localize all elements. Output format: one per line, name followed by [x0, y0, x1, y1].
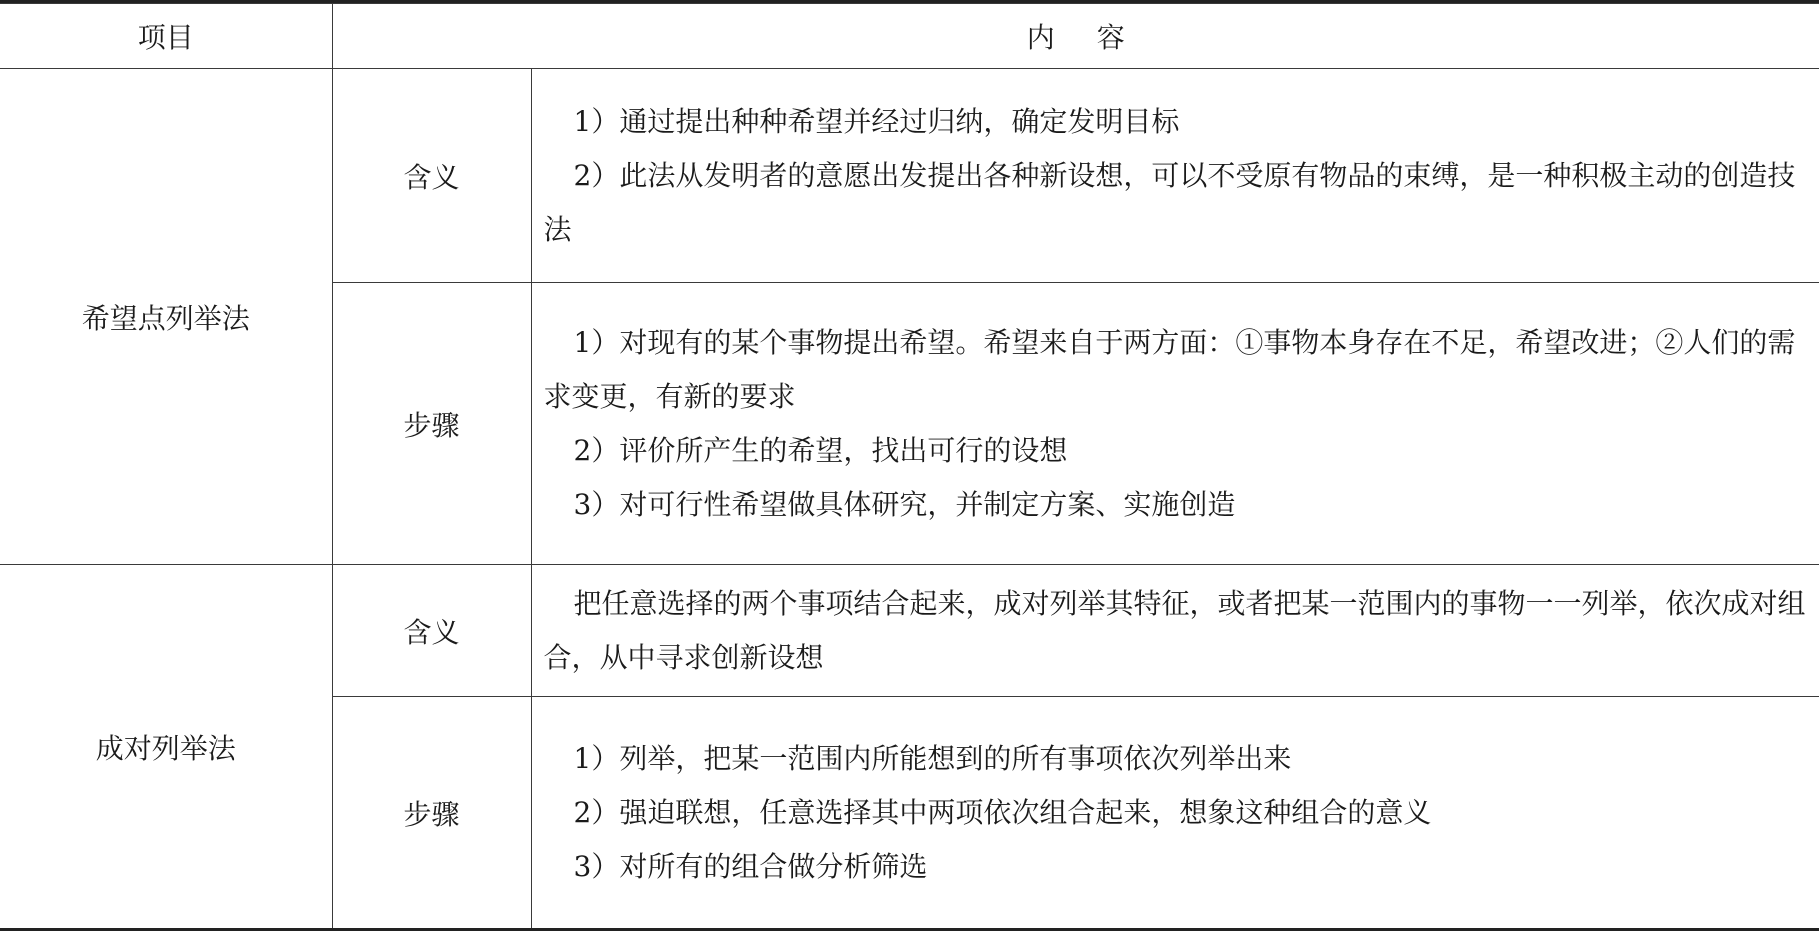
section-label: 步骤 [332, 283, 531, 565]
content-line: 1）通过提出种种希望并经过归纳，确定发明目标 [573, 104, 1180, 138]
content-line: 3）对所有的组合做分析筛选 [573, 849, 928, 883]
content-line: 3）对可行性希望做具体研究，并制定方案、实施创造 [573, 487, 1236, 521]
content-line: 把任意选择的两个事项结合起来，成对列举其特征，或者把某一范围内的事物一一列举，依次成对组合，从中寻求创新设想 [543, 586, 1806, 674]
header-row [0, 4, 1819, 69]
content-line: 2）强迫联想，任意选择其中两项依次组合起来，想象这种组合的意义 [573, 795, 1432, 829]
method-name: 成对列举法 [0, 565, 332, 929]
header-content [332, 4, 1819, 69]
table-row [0, 69, 1819, 283]
section-content [531, 697, 1819, 929]
method-table [0, 3, 1819, 929]
section-content [531, 565, 1819, 697]
section-label: 含义 [332, 565, 531, 697]
content-line: 2）此法从发明者的意愿出发提出各种新设想，可以不受原有物品的束缚，是一种积极主动的创造技法 [543, 158, 1796, 246]
header-content-label: 内容 [1026, 21, 1167, 54]
bottom-rule [0, 928, 1819, 931]
method-name: 希望点列举法 [0, 69, 332, 565]
table-row [0, 565, 1819, 697]
section-content [531, 69, 1819, 283]
header-item: 项目 [0, 4, 332, 69]
section-label: 步骤 [332, 697, 531, 929]
content-line: 1）列举，把某一范围内所能想到的所有事项依次列举出来 [573, 741, 1292, 775]
content-line: 1）对现有的某个事物提出希望。希望来自于两方面：①事物本身存在不足，希望改进；②人们的需求变更，有新的要求 [543, 325, 1796, 413]
section-label: 含义 [332, 69, 531, 283]
content-line: 2）评价所产生的希望，找出可行的设想 [573, 433, 1068, 467]
section-content [531, 283, 1819, 565]
